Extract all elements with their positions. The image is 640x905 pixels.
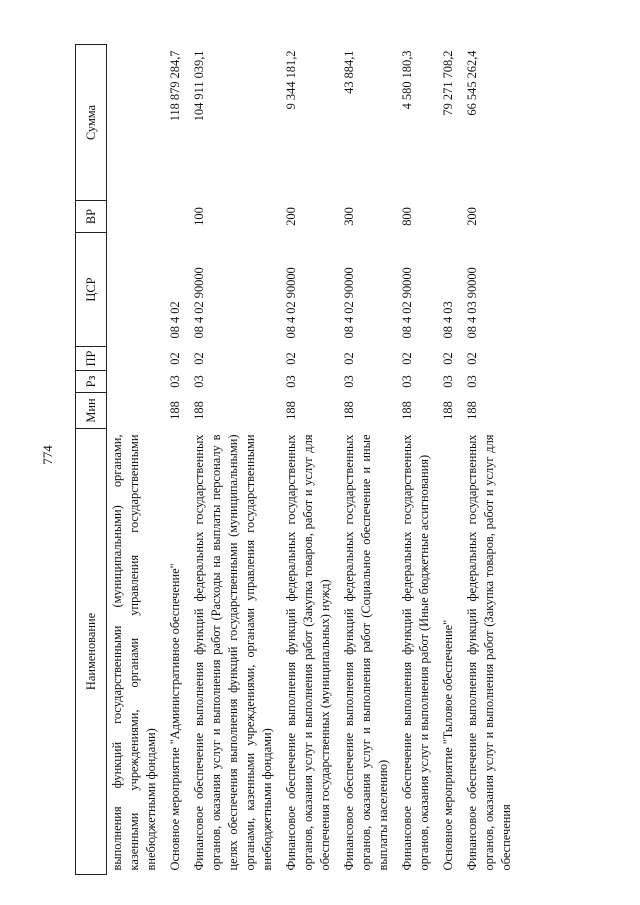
row-vr	[161, 201, 185, 233]
row-pr: 02	[284, 352, 298, 365]
table-row	[107, 45, 162, 875]
row-vr: 200	[284, 207, 298, 226]
table-row	[185, 45, 277, 875]
row-pr: 02	[465, 352, 479, 365]
row-csr: 08 4 02 90000	[192, 267, 206, 339]
row-vr	[434, 201, 458, 233]
row-sum: 79 271 708,2	[441, 50, 455, 116]
row-pr: 02	[192, 352, 206, 365]
row-name: Финансовое обеспечение выполнения функций федеральных государственных органов, оказания услуг и выполнения работ (Закупка товаров, работ и услуг для обеспечения государственных (муниципальных) нужд)	[284, 434, 332, 871]
row-min: 188	[192, 401, 206, 420]
row-min: 188	[465, 401, 479, 420]
row-sum: 66 545 262,4	[465, 50, 479, 116]
header-name: Наименование	[76, 429, 107, 875]
row-min: 188	[168, 401, 182, 420]
row-sum	[107, 45, 162, 201]
row-rz	[107, 371, 162, 393]
row-min: 188	[400, 401, 414, 420]
header-vr: ВР	[76, 201, 107, 233]
row-name: Финансовое обеспечение выполнения функций федеральных государственных органов, оказания услуг и выполнения работ (Расходы на выплаты персоналу в целях обеспечения выполнения функций государственными (муниципальными) органами, казенными учреждениями, органами управления государственными внебюджетными фондами)	[192, 434, 274, 871]
row-rz: 03	[400, 375, 414, 388]
table-row	[393, 45, 434, 875]
row-rz: 03	[465, 375, 479, 388]
row-vr	[107, 201, 162, 233]
header-rz: Рз	[76, 371, 107, 393]
row-rz: 03	[441, 375, 455, 388]
table-row	[277, 45, 335, 875]
table-row	[161, 45, 185, 875]
row-sum: 43 884,1	[342, 50, 356, 94]
row-vr: 800	[400, 207, 414, 226]
row-min: 188	[441, 401, 455, 420]
row-pr	[107, 347, 162, 371]
row-csr: 08 4 02 90000	[342, 267, 356, 339]
header-pr: ПР	[76, 347, 107, 371]
row-sum: 9 344 181,2	[284, 50, 298, 110]
row-name: выполнения функций государственными (муниципальными) органами, казенными учреждениями, органами управления государственными внебюджетными фондами)	[110, 434, 158, 871]
row-csr: 08 4 02 90000	[400, 267, 414, 339]
row-rz: 03	[192, 375, 206, 388]
table-row	[458, 45, 516, 875]
table-row	[434, 45, 458, 875]
row-pr: 02	[400, 352, 414, 365]
row-pr: 02	[441, 352, 455, 365]
row-min	[107, 393, 162, 429]
row-min: 188	[284, 401, 298, 420]
header-min: Мин	[76, 393, 107, 429]
row-csr: 08 4 03 90000	[465, 267, 479, 339]
budget-table	[75, 44, 516, 875]
row-rz: 03	[168, 375, 182, 388]
row-min: 188	[342, 401, 356, 420]
row-name: Основное мероприятие "Тыловое обеспечение"	[441, 619, 455, 871]
row-sum: 118 879 284,7	[168, 50, 182, 122]
table-row	[335, 45, 393, 875]
rotated-page	[75, 45, 620, 875]
row-pr: 02	[342, 352, 356, 365]
row-pr: 02	[168, 352, 182, 365]
row-rz: 03	[342, 375, 356, 388]
header-csr: ЦСР	[76, 233, 107, 347]
row-vr: 300	[342, 207, 356, 226]
row-csr: 08 4 02	[168, 301, 182, 339]
row-vr: 100	[192, 207, 206, 226]
row-name: Финансовое обеспечение выполнения функций федеральных государственных органов, оказания услуг и выполнения работ (Социальное обеспечение и иные выплаты населению)	[342, 434, 390, 871]
row-csr: 08 4 03	[441, 301, 455, 339]
row-csr: 08 4 02 90000	[284, 267, 298, 339]
row-name: Основное мероприятие "Административное обеспечение"	[168, 563, 182, 871]
row-csr	[107, 233, 162, 347]
row-sum: 104 911 039,1	[192, 50, 206, 122]
row-sum: 4 580 180,3	[400, 50, 414, 110]
row-name: Финансовое обеспечение выполнения функций федеральных государственных органов, оказания услуг и выполнения работ (Закупка товаров, работ и услуг для обеспечения	[465, 434, 513, 871]
table-header-row	[76, 45, 107, 875]
page-number: 774	[40, 445, 55, 465]
row-name: Финансовое обеспечение выполнения функций федеральных государственных органов, оказания услуг и выполнения работ (Иные бюджетные ассигнования)	[400, 434, 431, 871]
row-rz: 03	[284, 375, 298, 388]
header-sum: Сумма	[76, 45, 107, 201]
row-vr: 200	[465, 207, 479, 226]
